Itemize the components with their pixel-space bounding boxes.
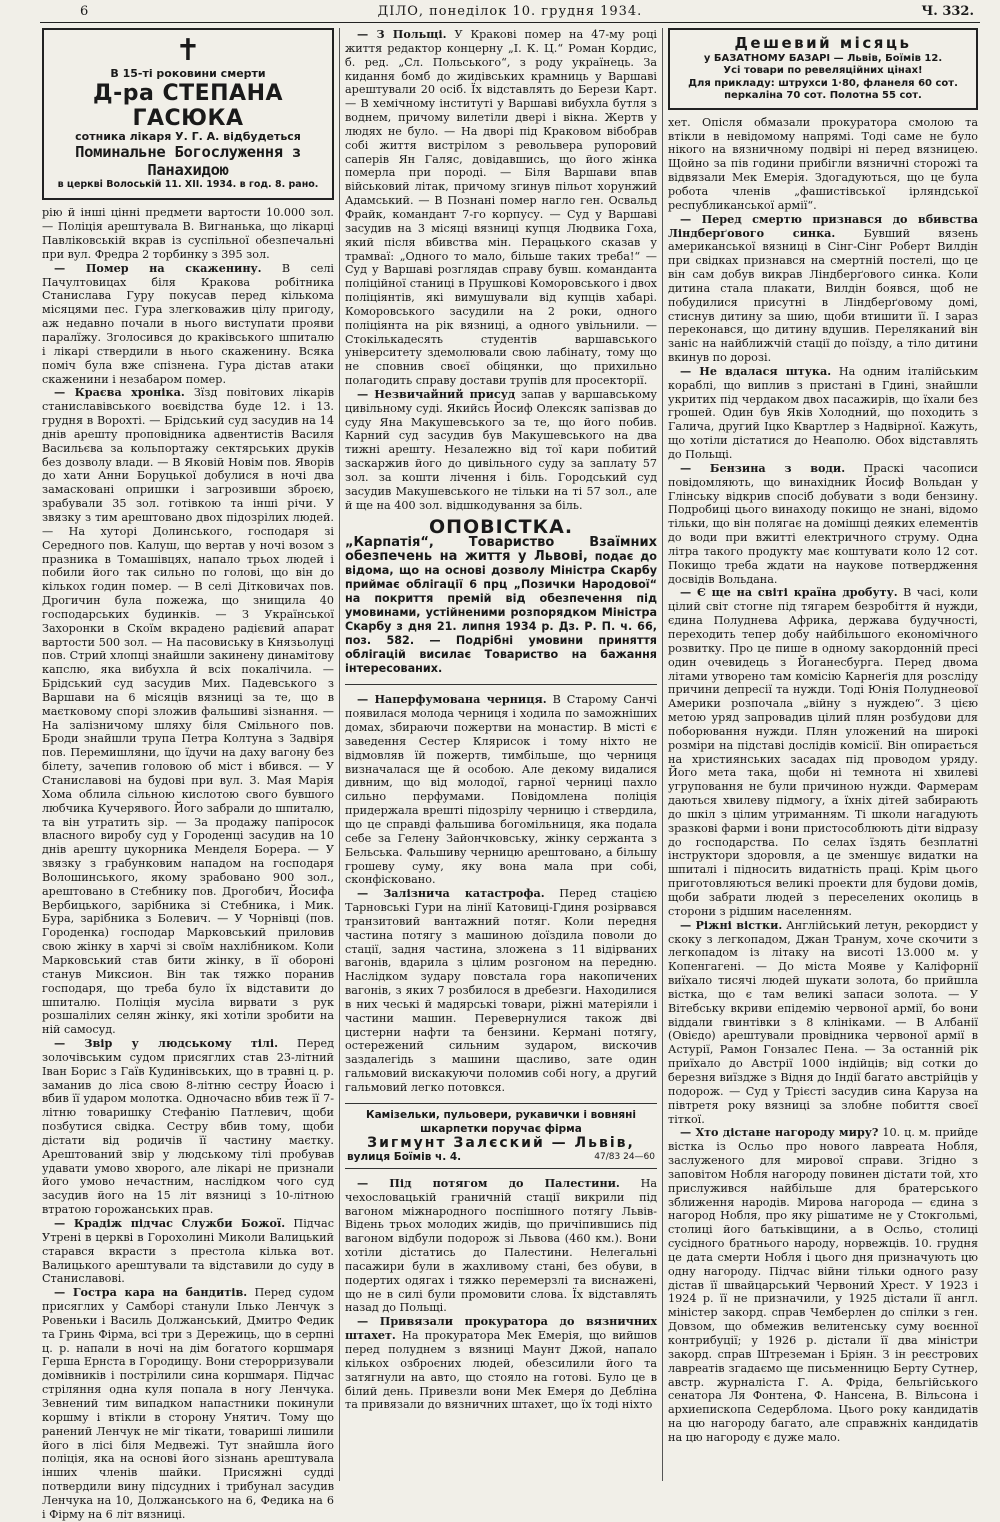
column-divider [339, 28, 340, 1481]
memorial-notice [42, 28, 334, 200]
article-text: На чехословацькій граничній стації викрили під вагоном міжнародного поспішного потягу Львів-Відень трьох молодих жидів, що причіпившись під вагоном відбули подорож зі Львова (460 км.). Вони хотіли дістатись до Палестини. Нелегальні пасажири були в жахливому стані, без обуви, в подертих одягах і тяжко перемерзлі та виснажені, що не в силі були промовити слова. Їх відставлять назад до Польщі. [345, 1176, 657, 1315]
article-text: Бувший вязень американської вязниці в Сінг-Сінг Роберт Вилдін при свідках признався на смертній постелі, що це він сам добув викрав Ліндберґового синка. Коли дитина стала плакати, Вилдін боявся, щоб не побудилися присутні в Ліндберґовому домі, стиснув дитину за шию, щоби втишити її. І зараз переконався, що дитину вдушив. Переляканий він заніс на найближчій стації до поїзду, а тіло дитини вкинув по дорозі. [668, 226, 978, 365]
article-text: Перед судом присяглих у Самборі станули Ілько Ленчук з Ровеньки і Василь Должанський, Дмитро Федик та Гринь Фірма, всі три з Дережиць, що в серпні ц. р. напали в ночі на дім богатого коршмаря Герша Ернста в Городищу. Вони стерорризували домівників і пострілили сина коршмаря. Підчас стріляння одна куля попала в ногу Ленчука. Зевнений тим випадком напастники покинули коршму і втікли в сторону Унятич. Тому що ранений Ленчук не міг тікати, товариші лишили його в лісі біля Медвежі. Тут знайшла його поліція, яка на основі його зізнань арештувала інших членів шайки. Присяжні судді потвердили вину підсудних і трибунал засудив Ленчука на 10, Должанського на 6, Федика на 6 і Фірму на 6 літ вязниці. [42, 1286, 335, 1521]
column-3-articles [668, 116, 978, 1445]
column-2-articles-mid [345, 693, 657, 1094]
article-headline: — Під потягом до Палестини. [357, 1175, 620, 1190]
article-text: 10. ц. м. прийде вістка із Осльо про нового лавреата Нобля, заслуженого для мирової справи. Згідно з заповітом Нобля нагороду повинен дістати той, хто прислужився найбільше для братерського зближення народів. Мирова нагорода — єдина з нагород Нобля, про яку рішатиме не у Стокгольмі, столиці його батьківщини, а в Осльо, столиці сусідного братнього народу, норвежців. 10. грудня це дата смерти Нобля і цього дня призначують цю одну нагороду. Підчас війни тільки одного разу дістав її швайцарський Червоний Хрест. У 1923 і 1924 р. її не призначили, у 1925 дістали її англ. міністер закорд. справ Чемберлен до спілки з ген. Довзом, що обмежив велитенську суму воєнної контрибуції; у 1926 р. дістали її два міністри закорд. справ Штреземан і Бріян. З ін реєстрових лавреатів згадаємо ще письменницю Берту Сутнер, австр. журналіста Г. А. Фріда, бельгійського сенатора Ля Фонтена, Ф. Нансена, В. Вільсона і архиепископа Седерблома. Цього року кандидатів на цю нагороду багато, але справжніх кандидатів на цю нагороду є дуже мало. [668, 1126, 978, 1444]
bazaar-ad-line: у БАЗАТНОМУ БАЗАРІ — Львів, Боїмів 12. [703, 52, 943, 64]
article [668, 116, 978, 213]
bazaar-ad-line: перкаліна 70 сот. Полотна 55 сот. [724, 90, 922, 102]
page-header [40, 4, 980, 23]
article-text: запав у варшавському цивільному суді. Якийсь Йосиф Олексяк запізвав до суду Яна Макушевського за те, що його побив. Карний суд засудив був Макушевського на два тижні арешту. Незалежно від тої кари побитий заскаржив його до цивільного суду за заплату 57 зол. за кошти лічення і біль. Городський суд засудив Макушевського не тільки на ті 57 зол., але й ще на 400 зол. відшкодування за біль. [345, 387, 657, 512]
article [345, 887, 657, 1095]
article [42, 386, 334, 1037]
article-headline: — Ріжні вістки. [680, 917, 783, 932]
article-text: хет. Опісля обмазали прокуратора смолою та втікли в невідомому напрямі. Тоді саме не було нікого на вязничному подвірі ні перед вязницею. Щойно за пів години прибігли вязничні сторожі та відвязали Мек Емерія. Здогадуються, що це була робота членів „фашистівської ірляндської республиканської армії“. [668, 115, 978, 212]
article-headline: — Не вдалася штука. [680, 363, 832, 378]
notice-body [345, 536, 657, 676]
article [345, 1315, 657, 1412]
column-2-articles-top [345, 28, 657, 513]
article [668, 365, 978, 462]
column-divider [662, 28, 663, 1481]
notice-company: „Карпатія“, Товариство Взаїмних обезпечень на життя у Львові, [345, 535, 657, 565]
masthead: ДІЛО, понеділок 10. грудня 1934. [377, 4, 643, 19]
article-headline: — Наперфумована черниця. [357, 692, 547, 707]
article-headline: — Привязали прокуратора до вязничних штахет. [345, 1314, 657, 1343]
article-headline: — Хто дістане нагороду миру? [680, 1125, 879, 1140]
article-headline: — Гостра кара на бандитів. [54, 1285, 248, 1300]
firm-ad-line: шкарпетки поручає фірма [420, 1122, 582, 1135]
article-headline: — Помер на скаженину. [54, 260, 262, 275]
firm-street: вулиця Боїмів ч. 4. [347, 1150, 462, 1163]
article [345, 693, 657, 887]
article [668, 462, 978, 587]
article [668, 919, 978, 1127]
memorial-service: Поминальне Богослуження з Панахидою [75, 142, 301, 179]
article [42, 1217, 334, 1286]
article-text: В часі, коли цілий світ стогне під тягарем безробіття й нужди, єдина Полуднева Африка, держава будучності, переходить тепер добу найбільшого економічного розвитку. Про це пише в одному закордонній пресі один очевидець з Йоганесбурга. Перед двома літами утворено там комісію Карнеґія для розсліду причини депресії та нужди. Тоді Юнія Полуднеової Америки розпочала „війну з нуждею“. З цією метою уряд запровадив цілий плян розбудови для поборювання нужди. Плян уложений на широкі розміри на підставі дослідів комісії. Він опирається на християнських засадах під проводом уряду. Його мета така, щоби ні темнота ні хвилеві угруповання не були причиною нужди. Фармерам даються хвилеву підмогу, а їхніх дітей забирають до шкіл з цілим утриманням. Ті школи нагадують зразкові фарми і вони пристособлюють діти відразу до господарства. По селах їздять безплатні інструктори здоровля, а це зменшує видатки на шпиталі і підносить видатність праці. Крім цього приготовляються великі проекти для будови домів, щоби забрати людей з переселених околиць в сторони з рідшим населенням. [668, 586, 978, 918]
article-text: Англійський летун, рекордист у скоку з легкопадом, Джан Транум, хоче скочити з легкопадом із літаку на висоті 13.000 м. у Копенгагені. — До міста Мояве у Каліфорнії виїхало тисячі людей шукати золота, бо прийшла вістка, що є там великі запаси золота. — У Вітебську вкриви епідемію червоної армії, бо вони віддали гвинтівки з 8 клініками. — В Албанії (Овієдо) арештували провідника червоної армії в Астурії, Рамон Гонзалес Пена. — За останній рік приїхало до Австрії 1000 індійців; від сотки до березня виїздже з Відня до Індії багато австрійців у подорож. — Суд у Трієсті засудив сина Карузa на півтретя року вязниці за злобне побиття своєї тіткої. [668, 918, 978, 1126]
column-2-articles-bottom [345, 1177, 657, 1412]
firm-ad-line: Камізельки, пульовери, рукавички і вовняні [366, 1108, 636, 1121]
article-text: На прокуратора Мек Емерія, що вийшов перед полуднем з вязниці Маунт Джой, напало кількох озброєних людей, обезсилили його та затягнули на авто, що стояло на готові. Було це в білий день. Привезли вони Мек Емеря до Дебліна та привязали до вязничних штахет, що їх тоді ніхто [345, 1329, 657, 1412]
article-text: Праскі часописи повідомляють, що винахідник Йосиф Вольдан у Глінську відкрив спосіб добувати з води бензину. Подробиці цього винаходу покищо не знані, відомо тільки, що він полягає на домішці деяких елементів до води при вжитті електричного струму. Одна літра такого продукту має коштувати коло 12 сот. Покищо треба ждати на наукове потвердження досвідів Вольдана. [668, 461, 978, 586]
column-1 [42, 28, 335, 1521]
memorial-place: в церкві Волоській 11. XII. 1934. в год. 8. рано. [57, 178, 319, 190]
page-number: 6 [80, 4, 89, 19]
article-text: Перед стацією Тарновські Гури на лінії Катовиці-Гдиня розірвався транзитовий вантажний потяг. Коли передня частина потягу з машиною доїздила поволи до стації, задня частина, зложена з 11 відірваних вагонів, вдарила з цілим розгоном на передню. Наслідком зудару повстала гора накопичених вагонів, з яких 7 розбилося в дребезги. Находилися в них чеські й мадярські товари, ріжні матеріяли і частини машин. Перевернулися також дві цистерни нафти та бензини. Кермані потягу, остережений сильним зударом, вискочив заздалегідь з машини щасливо, зате один гальмовий вискакуючи поломив собі ногу, а другий гальмовий легко потовкся. [345, 887, 657, 1094]
article-headline: — Звір у людському тілі. [54, 1036, 279, 1051]
article [668, 586, 978, 918]
article [345, 388, 657, 513]
notice-title: ОПОВІСТКА. [428, 515, 574, 538]
article [668, 1126, 978, 1444]
cross-icon: ✝ [175, 33, 201, 68]
firm-address-row [347, 1150, 655, 1164]
memorial-name: Д-ра СТЕПАНА ГАСЮКА [92, 80, 284, 131]
article [42, 1286, 334, 1521]
article-text: В Старому Санчі появилася молода черниця і ходила по заможніших домах, збираючи пожертви на монастир. В місті є заведення Сестер Клярисок і тому ніхто не відмовляв їй пожертв, тимбільше, що черниця визначалася ще й особою. Але декому видалися дивним, що від молодої, гарної черниці пахло сильно перфумами. Повідомлена поліція придержала врешті підозрілу черницю і ствердила, що це справді фальшива богомільниця, яка подала себе за Гелену Зайончковську, жінку сержанта з Бельська. Фальшиву черницю арештовано, а більшу грошеву суму, яку вона мала при собі, сконфісковано. [345, 693, 657, 887]
article-text: В селі Пачултовицах біля Кракова робітника Станислава Гуру покусав перед кількома місяцями пес. Гура злегковажив цілу пригоду, аж недавно почали в нього виступати прояви паралїжу. Зголосився до краківського шпиталю і лікарі ствердили в нього скаженину. Всяка поміч була вже спізнена. Гура дістав атаки скаженини і незабаром помер. [42, 261, 335, 386]
memorial-line: сотника лікаря У. Г. А. відбудеться [75, 130, 301, 144]
article-text: У Кракові помер на 47-му році життя редактор концерну „І. К. Ц.“ Роман Кордис, б. ред. „Сл. Польського“, з роду українець. За кидання бомб до жидівських крамниць у Варшаві арештували 20 осіб. Їх відставлять до Берези Карт. — В хемічному інституті у Варшаві вибухла бутля з воднем, причому вилетіли двері і вікна. Жертв у людях не було. — На дворі під Краковом вібобрав собі життя вистрілом з револьвера рупоровий саперів Ян Галяс, довідавшись, що його жінка померла при породі. — Біля Варшави впав військовий літак, причому згинув пільот хорунжий Адамський. — В Познані помер наглo ген. Освальд Фрайк, командант 7-го корпусу. — Суд у Варшаві засудив на 3 місяці вязниці купця Людвика Гоха, який після вбивства мін. Перацького сказав у трамваї: „Одного то мало, більше таких треба!“ — Суд у Варшаві розглядав справу бувш. команданта поліційної станиці в Прушкові Коморовського і двох поліціянтів, які вимушували від купців хабарі. Коморовського засудили на 2 роки, одного поліціянта на рік вязниці, а одного увільнили. — Стокількадесять студентів варшавського університету здемолювали свою лабінату, тому що не сповнив своєї обіцянки, що прихильно полагодить справу достави трупів для просекторії. [345, 28, 657, 388]
article [42, 1037, 334, 1217]
article-text: Підчас Утрені в церкві в Горохолині Миколи Валицький старався вкрасти з престола кілька вот. Валицького арештували та відставили до суду в Станиславові. [42, 1217, 334, 1286]
article-headline: — З Польщі. [357, 27, 447, 41]
column-1-articles [42, 206, 334, 1521]
article-headline: — Є ще на світі країна дробуту. [680, 585, 898, 600]
bazaar-ad [668, 28, 978, 110]
bazaar-ad-title: Дешевий місяць [734, 34, 912, 52]
article-headline: — Незвичайний присуд [357, 386, 516, 401]
article [345, 1177, 657, 1315]
article-text: рію й інші цінні предмети вартости 10.000 зол. — Поліція арештувала В. Вигнанька, що лікарці Павліковській вкрав із суспільної обезпечальні при вул. Фредра 2 торбинку з 395 зол. [42, 206, 334, 261]
article [345, 28, 657, 388]
firm-code: 47/83 24—60 [594, 1151, 655, 1162]
divider [345, 684, 657, 685]
article-text: Перед золочівським судом присяглих став 23-літний Іван Борис з Гаїв Кудинівських, що в травні ц. р. заманив до ліса свою 8-літню сестру Йоасю і вбив її ударом молотка. Одночасно вбив теж її 7-літню товаришку Стефанію Патлевич, щоби позбутися свідка. Сестру вбив тому, щоби дістати від родичів її частину мaєтку. Арештований звір у людському тілі пробував удавати умово хворого, але лікарі не признали його умово нечастним, наслідком чого суд засудив його на 15 літ вязниці з 10-літною втратою горожанських прав. [42, 1037, 335, 1217]
column-2 [345, 28, 657, 1481]
article-text: На одним італійським кораблі, що виплив з пристані в Гдині, знайшли укритих під чердаком двох пасажирів, що їхали без грошей. Один був Яків Холодний, що походить з Галича, другий Іцко Квартлер з Надвірної. Кажуть, що хотіли дістатися до Неаполю. Обох відставлять до Польщі. [668, 364, 979, 461]
article-headline: — Бензина з води. [680, 460, 846, 475]
article-headline: — Залізнича катастрофа. [357, 886, 545, 901]
article [668, 213, 978, 365]
article [42, 206, 334, 261]
article-text: Зїзд повітових лікарів станиславівського воєвідства буде 12. і 13. грудня в Ворохті. — Брідський суд засудив на 14 днів арешту проповідника адвентистів Василя Васильєва за кольпортажу сектярських друків без дозволу влади. — В Яковій Новім пов. Яворів до хати Анни Боруцької добулися в ночі два замасковані опришки і загрозивши зброєю, зрабували 35 зол. готівкою та інші річи. У звязку з тим арештовано двох підозрілих людей. — На хуторі Долинського, господаря зі Середного пов. Калуш, що вертав у ночі возом з празника в Томашівцях, напало трьох людей і побили його так сильно по голові, що він до кількох годин помер. — В селі Дітковичах пов. Дрогичин була пожежа, що знищила 40 господарських будинків. — З Української Захоронки в Скоїм вкрадено радієвий апарат вартости 500 зол. — На пасовиську в Князьолуці пов. Стрий хлопці знайшли закинену динамітову капслю, яка вибухла й всіх покалічила. — Брідський суд засудив Мих. Падевського з Варшави на 6 місяців вязниці за те, що в маєтковому спорі зложив фальшиві зізнання. — На залізничому шляху біля Смільного пов. Броди знайшли трупа Петра Колтуна з Задвіря пов. Перемишляни, що їдучи на даху вагону без білету, зачепив головою об міст і вбився. — У Станиславові на будові при вул. 3. Мая Марія Хома облила сільною кислотою свого бувшого любчика Кучерявого. Його забрали до шпиталю, та він утратить зір. — За продажу папіросок власного виробу суд у Городенці засудив на 10 днів арешту цукорника Менделя Борера. — У звязку з грабунковим нападом на господаря Волошинського, якому зрабовано 900 зол., арештовано в Стебнику пов. Дрогобич, Йосифа Вербицького, зарібника зі Стебника, і Мик. Бура, зарібника з Болевич. — У Чорнівці (пов. Городенка) господар Марковський приловив свою жінку в харчі зі своїм нахлібником. Коли Марковський став бити жінку, в її оборонi станув Миксион. Він так тяжко поранив господаря, що треба було їх відставити до шпиталю. Поліція мусіла вирвати з рук розшалілих селян жінку, які хотіли зробити на ній самосуд. [42, 386, 334, 1037]
firm-ad [345, 1103, 657, 1169]
issue-number: Ч. 332. [921, 4, 974, 19]
firm-name: Зигмунт Залєский — Львів, [367, 1134, 635, 1151]
article-headline: — Краєва хроніка. [54, 385, 185, 400]
bazaar-ad-line: Усі товари по ревеляційних цінах! [723, 65, 923, 77]
memorial-line: В 15-ті роковини смерти [110, 67, 266, 80]
article [42, 262, 334, 387]
article-headline: — Перед смертю признався до вбивства Ліндберґового синка. [668, 211, 978, 240]
article-headline: — Крадіж підчас Служби Божої. [54, 1216, 286, 1231]
bazaar-ad-line: Для прикладу: штрухси 1·80, фланеля 60 сот. [688, 77, 958, 89]
notice-text: подає до відома, що на основі дозволу Міністра Скарбу приймає облігації 6 прц „Позички Народової“ на покриття премій від обезпечення під умовинами, устійненими розпорядком Міністра Скарбу з дня 21. липня 1934 р. Дз. Р. П. ч. 66, поз. 582. — Подрібні умовини приняття облігацій висилає Товариство на бажання інтересованих. [345, 550, 657, 676]
column-3 [668, 28, 978, 1481]
